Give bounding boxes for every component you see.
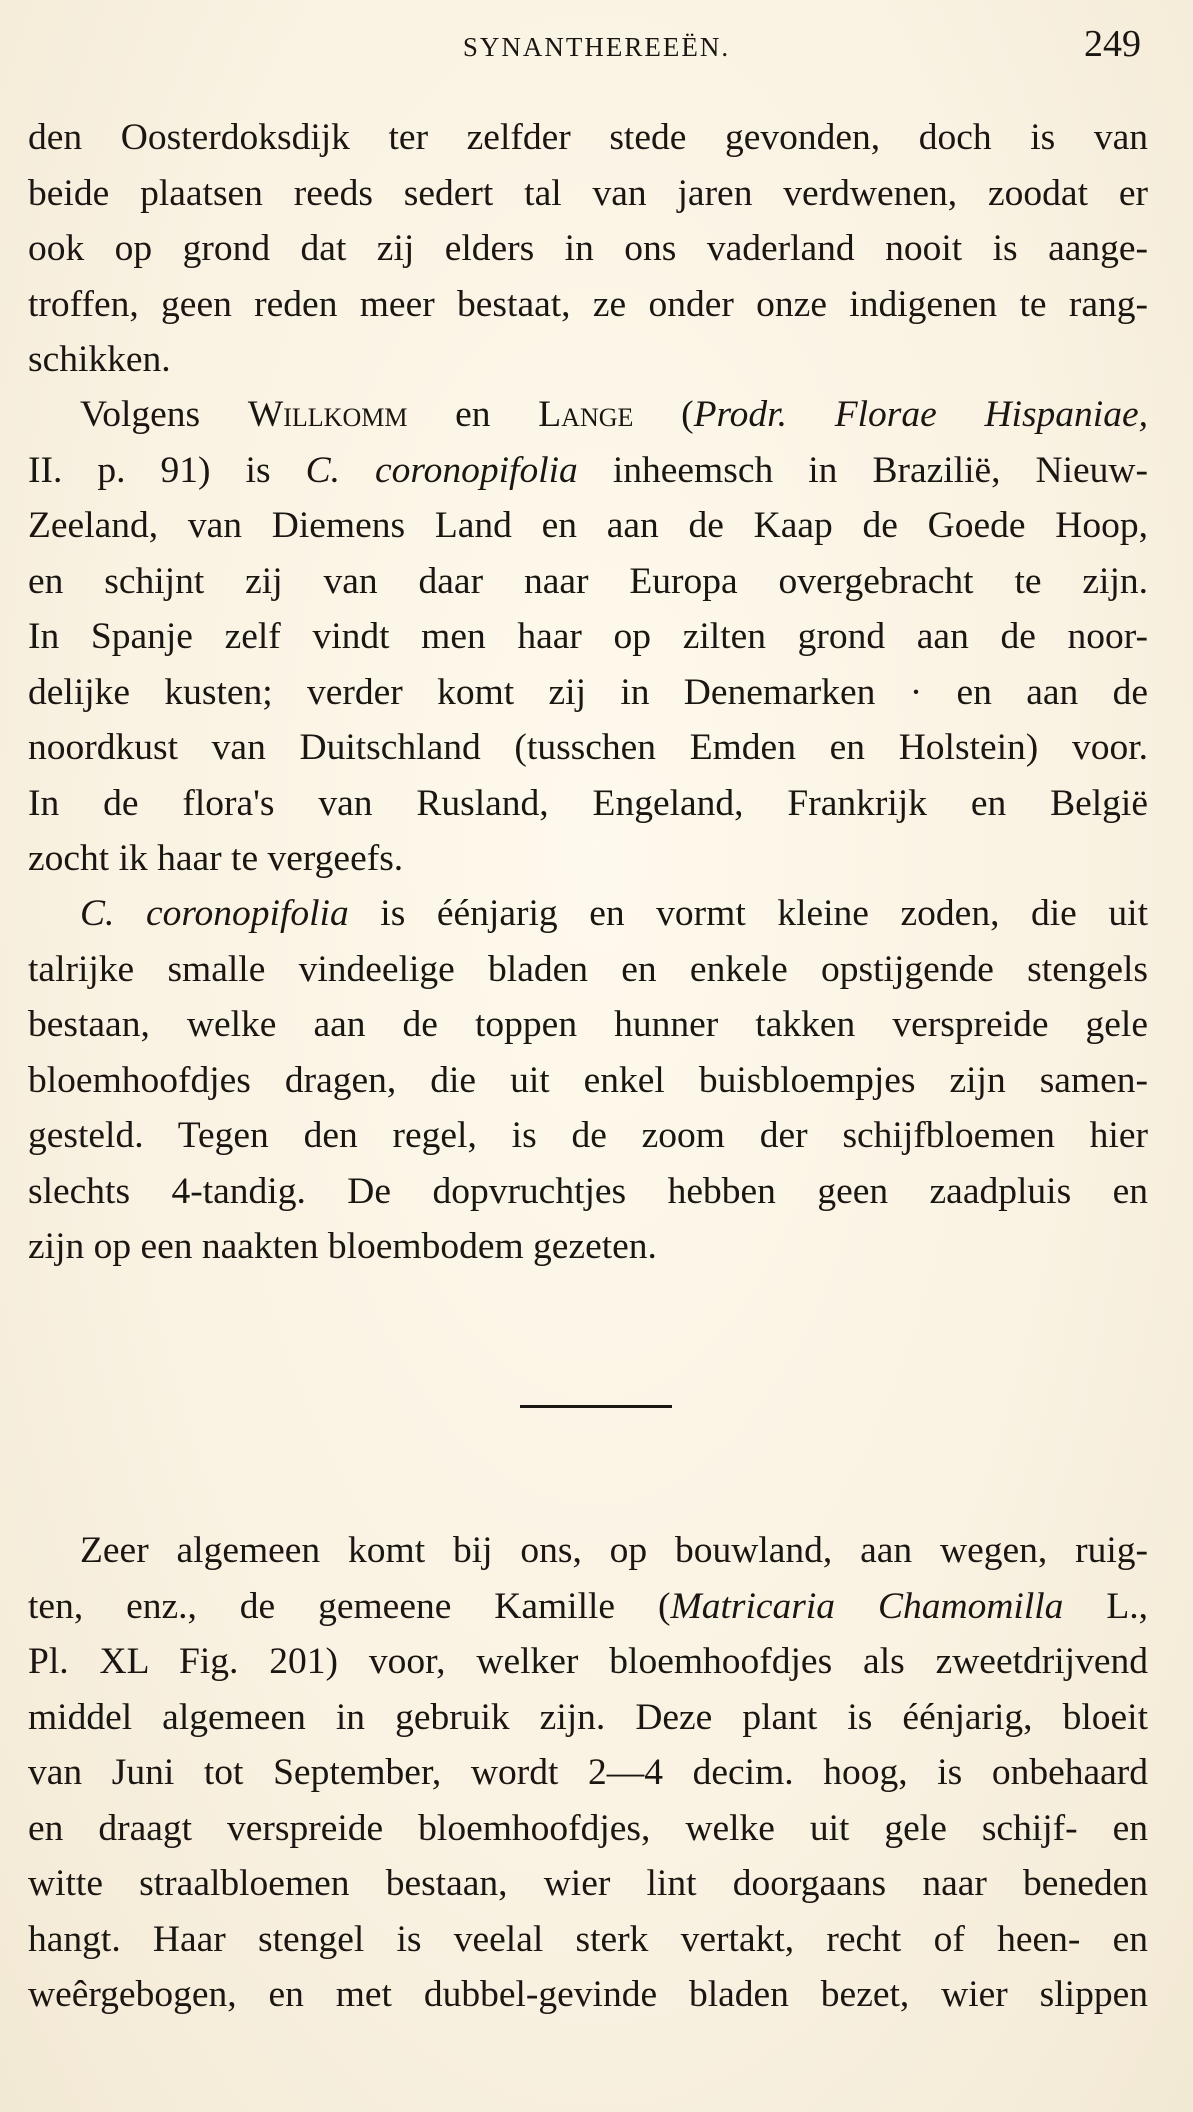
text-line: den Oosterdoksdijk ter zelfder stede gevonden, doch is van bbox=[28, 117, 1148, 158]
text-run: ( bbox=[633, 394, 694, 435]
text-line: hangt. Haar stengel is veelal sterk vertakt, recht of heen- en bbox=[28, 1918, 1148, 1960]
text-line: slechts 4-tandig. De dopvruchtjes hebben geen zaadpluis en bbox=[28, 1170, 1148, 1212]
paragraph-1 bbox=[28, 110, 1148, 388]
text-line bbox=[28, 443, 1148, 499]
text-run: inheemsch in Brazilië, Nieuw- bbox=[577, 449, 1148, 491]
text-line: en schijnt zij van daar naar Europa overgebracht te zijn. bbox=[28, 560, 1148, 602]
text-line bbox=[28, 886, 1148, 942]
text-line: Pl. XL Fig. 201) voor, welker bloemhoofdjes als zweetdrijvend bbox=[28, 1641, 1148, 1682]
running-title: SYNANTHEREEËN. bbox=[462, 32, 731, 62]
text-line: Zeer algemeen komt bij ons, op bouwland, aan wegen, ruig- bbox=[80, 1530, 1148, 1571]
text-line: zijn op een naakten bloembodem gezeten. bbox=[28, 1226, 657, 1267]
text-line: In de flora's van Rusland, Engeland, Frankrijk en België bbox=[28, 782, 1148, 824]
citation-title: Prodr. Florae Hispaniae, bbox=[693, 394, 1148, 435]
running-head bbox=[0, 22, 1193, 72]
text-line: middel algemeen in gebruik zijn. Deze plant is éénjarig, bloeit bbox=[28, 1696, 1148, 1738]
text-run: L., bbox=[1063, 1585, 1148, 1627]
species-name: Matricaria Chamomilla bbox=[670, 1585, 1064, 1627]
text-run: Volgens bbox=[80, 394, 248, 435]
text-line: Zeeland, van Diemens Land en aan de Kaap de Goede Hoop, bbox=[28, 505, 1148, 546]
paragraph-4 bbox=[28, 1523, 1148, 2023]
text-line: en draagt verspreide bloemhoofdjes, welke uit gele schijf- en bbox=[28, 1807, 1148, 1849]
text-line: delijke kusten; verder komt zij in Denemarken · en aan de bbox=[28, 671, 1148, 713]
author-name: Willkomm bbox=[247, 394, 408, 435]
text-line bbox=[28, 1579, 1148, 1635]
text-run: is éénjarig en vormt kleine zoden, die uit bbox=[348, 893, 1148, 934]
text-line: noordkust van Duitschland (tusschen Emden en Holstein) voor. bbox=[28, 727, 1148, 768]
text-line: van Juni tot September, wordt 2—4 decim. hoog, is onbehaard bbox=[28, 1752, 1148, 1793]
text-line: bloemhoofdjes dragen, die uit enkel buisbloempjes zijn samen- bbox=[28, 1059, 1148, 1101]
text-run: ten, enz., de gemeene Kamille ( bbox=[28, 1585, 671, 1627]
text-line: schikken. bbox=[28, 339, 171, 380]
text-line: zocht ik haar te vergeefs. bbox=[28, 838, 404, 879]
species-name: C. coronopifolia bbox=[80, 893, 349, 934]
text-run: II. p. 91) is bbox=[28, 449, 306, 491]
text-line: witte straalbloemen bestaan, wier lint doorgaans naar beneden bbox=[28, 1863, 1148, 1904]
paragraph-3 bbox=[28, 886, 1148, 1275]
text-line: weêrgebogen, en met dubbel-gevinde bladen bezet, wier slippen bbox=[28, 1974, 1148, 2015]
text-line: gesteld. Tegen den regel, is de zoom der schijfbloemen hier bbox=[28, 1115, 1148, 1156]
text-line: troffen, geen reden meer bestaat, ze onder onze indigenen te rang- bbox=[28, 283, 1148, 325]
text-run: en bbox=[407, 394, 539, 435]
text-line: In Spanje zelf vindt men haar op zilten grond aan de noor- bbox=[28, 616, 1148, 657]
text-line: beide plaatsen reeds sedert tal van jaren verdwenen, zoodat er bbox=[28, 172, 1148, 214]
text-line: bestaan, welke aan de toppen hunner takken verspreide gele bbox=[28, 1004, 1148, 1045]
text-line: talrijke smalle vindeelige bladen en enkele opstijgende stengels bbox=[28, 948, 1148, 990]
page-number: 249 bbox=[1084, 23, 1141, 65]
paragraph-2 bbox=[28, 387, 1148, 887]
species-name: C. coronopifolia bbox=[305, 449, 578, 491]
section-divider bbox=[520, 1405, 672, 1408]
author-name: Lange bbox=[538, 394, 634, 435]
text-line: ook op grond dat zij elders in ons vaderland nooit is aange- bbox=[28, 228, 1148, 269]
text-line bbox=[28, 387, 1148, 443]
